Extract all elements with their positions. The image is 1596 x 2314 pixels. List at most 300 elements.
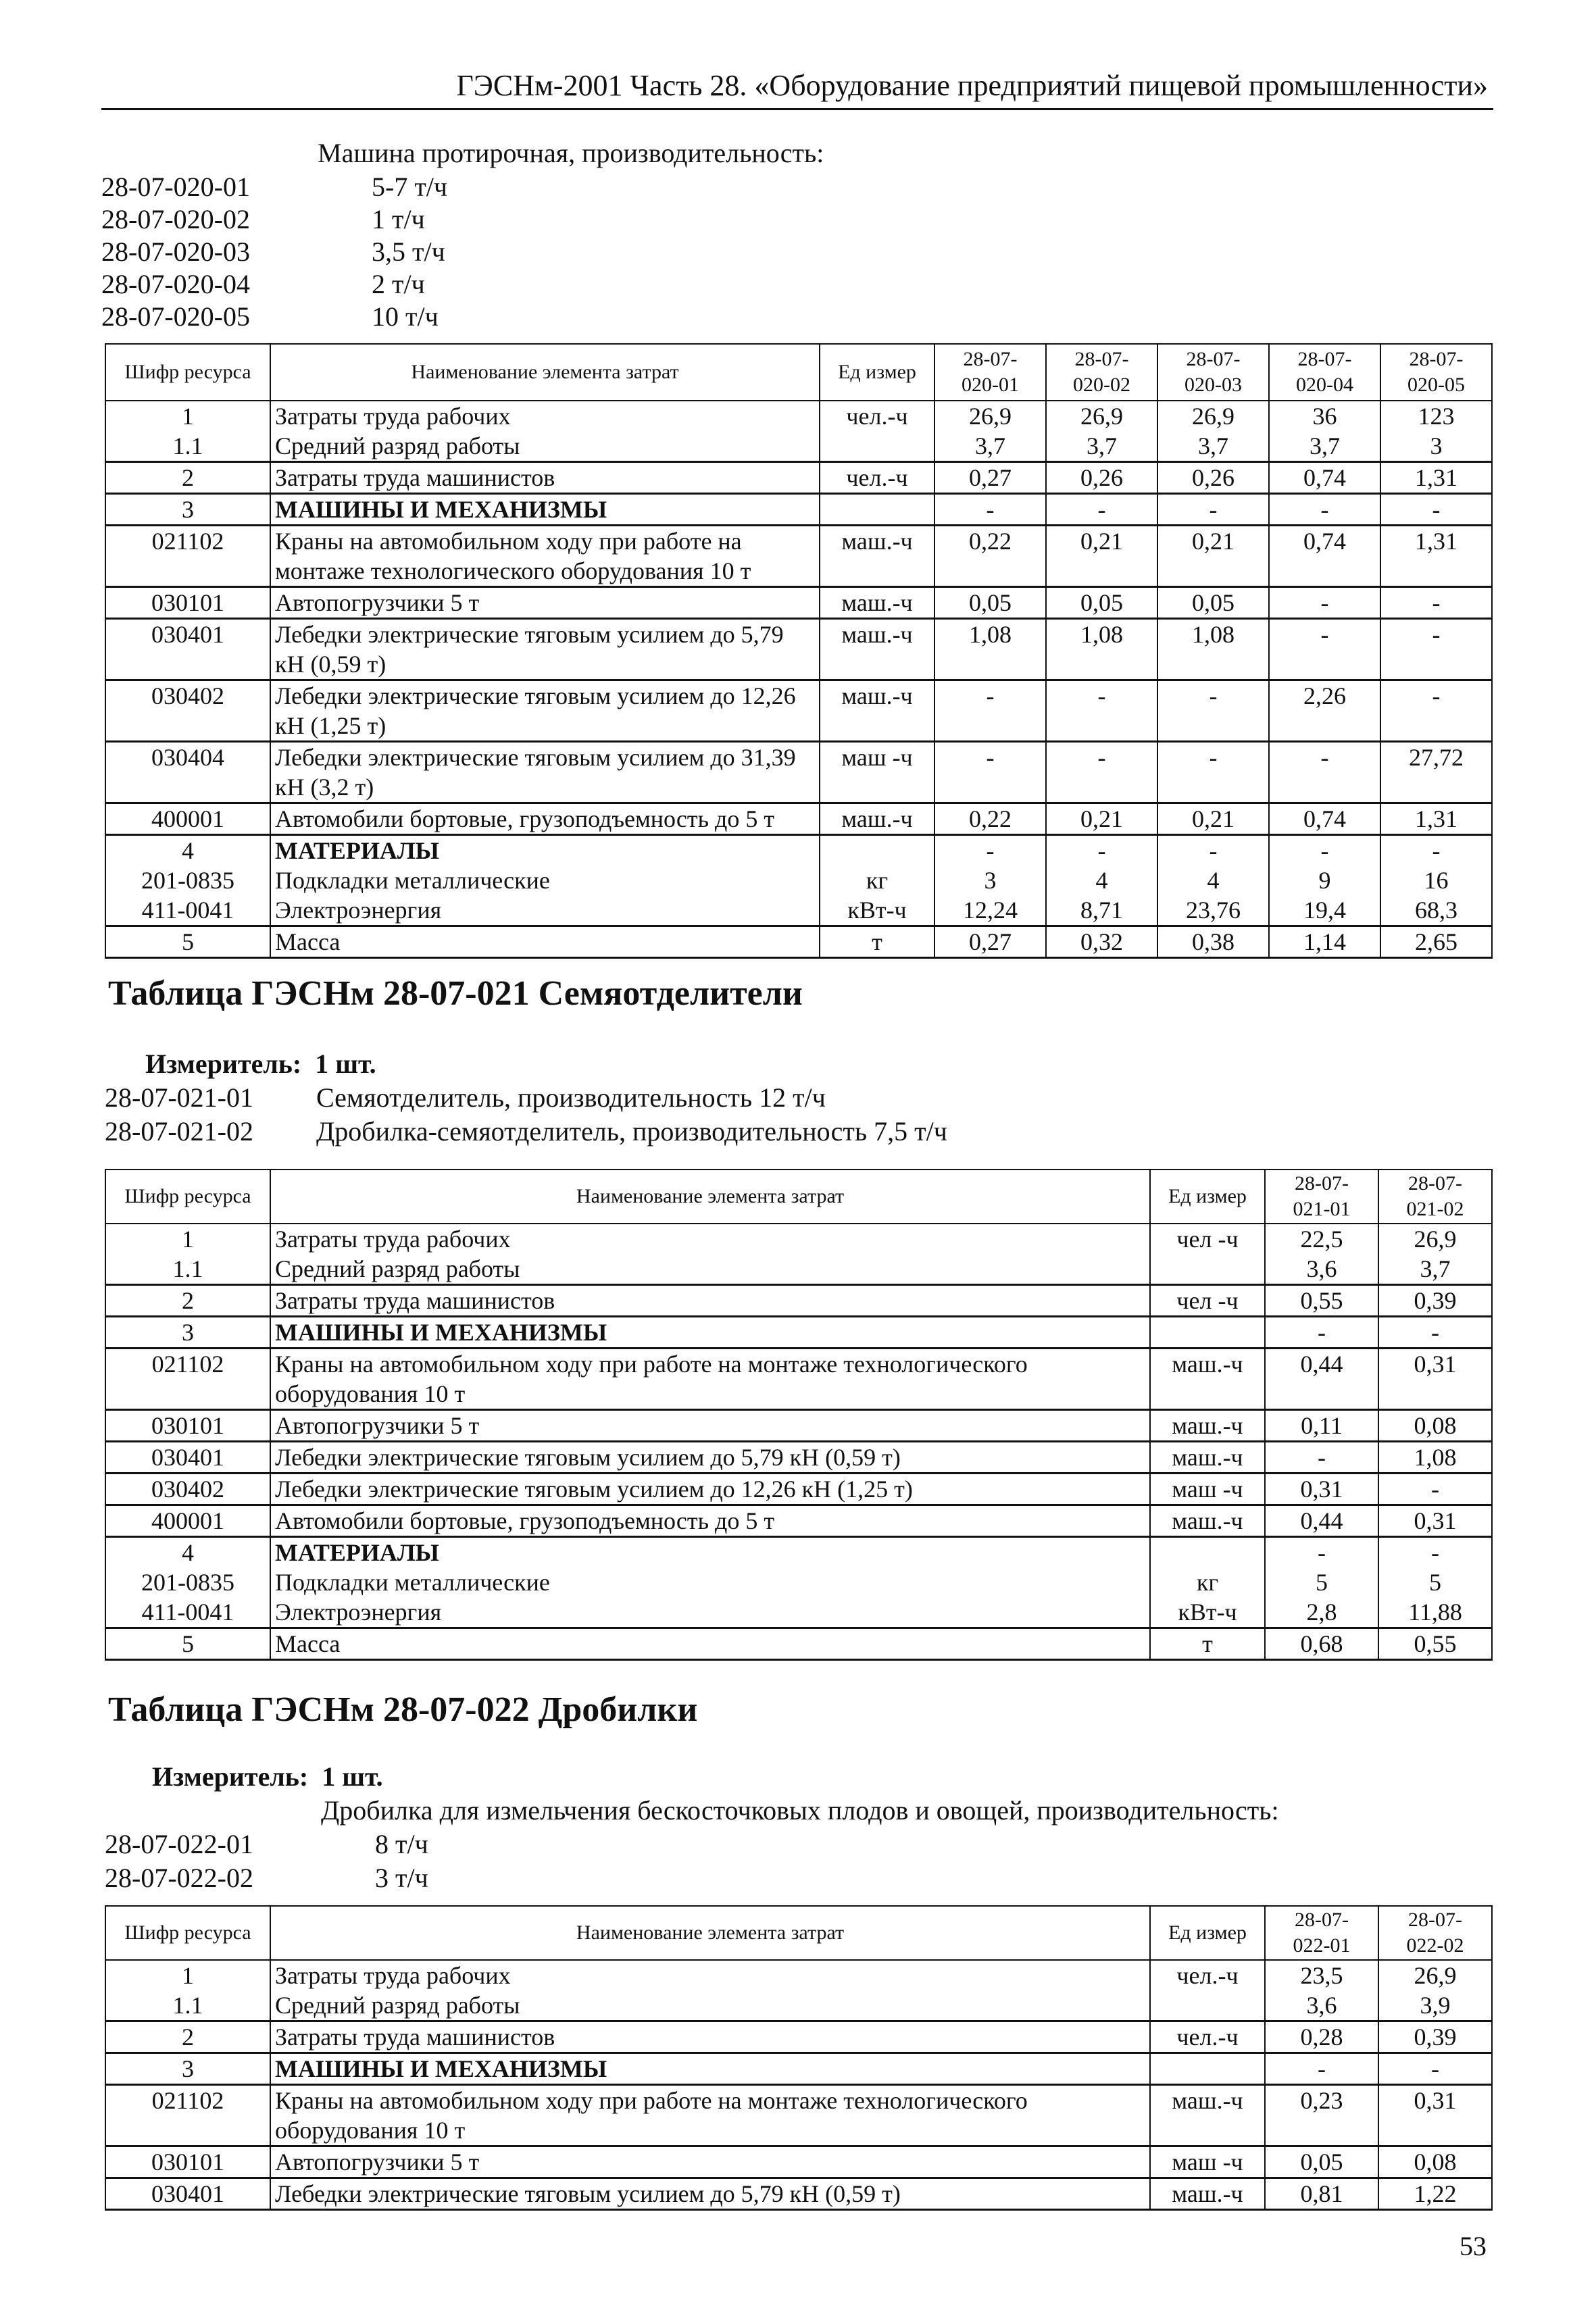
value-cell: -	[1380, 680, 1492, 742]
variant-text: Дробилка-семяотделитель, производительность 7,5 т/ч	[316, 1116, 947, 1147]
value-cell: 12,24	[934, 895, 1046, 926]
resource-code-cell: 030101	[105, 1410, 270, 1442]
value-cell: 0,21	[1157, 526, 1269, 587]
value-cell: 0,44	[1265, 1349, 1378, 1410]
cost-element-name-cell: Лебедки электрические тяговым усилием до 12,26 кН (1,25 т)	[270, 680, 820, 742]
value-cell: -	[1046, 742, 1157, 803]
cost-element-name-cell: Затраты труда рабочих	[270, 1960, 1150, 1990]
unit-cell: маш.-ч	[820, 619, 934, 680]
value-cell: 26,9	[1378, 1224, 1492, 1254]
resource-code-cell: 1	[105, 401, 270, 431]
unit-cell: маш.-ч	[1150, 1505, 1265, 1537]
value-cell: 22,5	[1265, 1224, 1378, 1254]
header-unit: Ед измер	[1150, 1906, 1265, 1960]
value-cell: 5	[1378, 1567, 1492, 1597]
variant-code: 28-07-022-01	[105, 1829, 253, 1859]
variant-text: 8 т/ч	[375, 1829, 428, 1859]
value-cell: 0,21	[1046, 526, 1157, 587]
table-row	[105, 1567, 1492, 1597]
value-cell: -	[934, 742, 1046, 803]
value-cell: 0,31	[1378, 2085, 1492, 2146]
resource-code-cell: 030404	[105, 742, 270, 803]
cost-element-name-cell: Средний разряд работы	[270, 1990, 1150, 2021]
value-cell: 2,8	[1265, 1597, 1378, 1628]
unit-cell	[1150, 1990, 1265, 2021]
unit-cell: т	[1150, 1628, 1265, 1660]
value-cell: 0,74	[1269, 803, 1380, 835]
table-row	[105, 1410, 1492, 1442]
value-cell: -	[934, 680, 1046, 742]
variant-code: 28-07-020-03	[101, 236, 250, 267]
cost-element-name-cell: МАТЕРИАЛЫ	[270, 1537, 1150, 1568]
resource-code-cell: 2	[105, 1285, 270, 1317]
table-row	[105, 587, 1492, 619]
table-body	[105, 1960, 1492, 2210]
value-cell: 0,39	[1378, 1285, 1492, 1317]
variant-text: 1 т/ч	[372, 204, 425, 234]
unit-cell: т	[820, 926, 934, 958]
unit-cell	[820, 835, 934, 866]
unit-cell: маш.-ч	[1150, 1442, 1265, 1474]
value-cell: 5	[1265, 1567, 1378, 1597]
variant-code: 28-07-021-01	[105, 1082, 253, 1113]
resource-code-cell: 1	[105, 1224, 270, 1254]
value-cell: -	[1157, 680, 1269, 742]
table-row	[105, 2053, 1492, 2085]
value-cell: 26,9	[1046, 401, 1157, 431]
value-cell: 26,9	[1157, 401, 1269, 431]
value-cell: 23,5	[1265, 1960, 1378, 1990]
value-cell: -	[1269, 835, 1380, 866]
unit-cell: чел -ч	[1150, 1285, 1265, 1317]
unit-cell: маш.-ч	[820, 587, 934, 619]
value-cell: 0,44	[1265, 1505, 1378, 1537]
value-cell: 0,55	[1265, 1285, 1378, 1317]
value-cell: 19,4	[1269, 895, 1380, 926]
cost-element-name-cell: Краны на автомобильном ходу при работе на монтаже технологического оборудования 10 т	[270, 526, 820, 587]
unit-cell: маш.-ч	[820, 680, 934, 742]
cost-element-name-cell: Автомобили бортовые, грузоподъемность до 5 т	[270, 803, 820, 835]
table-row	[105, 1442, 1492, 1474]
unit-cell	[1150, 2053, 1265, 2085]
value-cell: 0,31	[1265, 1474, 1378, 1505]
value-cell: 0,39	[1378, 2021, 1492, 2053]
value-cell: 0,68	[1265, 1628, 1378, 1660]
variant-code: 28-07-020-01	[101, 172, 250, 202]
unit-cell: маш -ч	[820, 742, 934, 803]
resource-code-cell: 1.1	[105, 1254, 270, 1285]
header-code: Шифр ресурса	[105, 1906, 270, 1960]
resource-code-cell: 030101	[105, 2146, 270, 2178]
cost-element-name-cell: Масса	[270, 1628, 1150, 1660]
value-cell: 3,7	[934, 431, 1046, 462]
value-cell: 26,9	[1378, 1960, 1492, 1990]
value-cell: 0,26	[1157, 462, 1269, 494]
table-row	[105, 803, 1492, 835]
unit-cell	[1150, 1254, 1265, 1285]
value-cell: 2,65	[1380, 926, 1492, 958]
header-name: Наименование элемента затрат	[270, 344, 820, 401]
variant-text: 3 т/ч	[375, 1863, 428, 1893]
unit-cell: кВт-ч	[820, 895, 934, 926]
header-col: 28-07- 021-02	[1378, 1169, 1492, 1224]
unit-cell: чел.-ч	[820, 401, 934, 431]
header-rule	[101, 108, 1493, 110]
header-col: 28-07- 022-02	[1378, 1906, 1492, 1960]
table-row	[105, 865, 1492, 895]
value-cell: 0,22	[934, 526, 1046, 587]
header-col: 28-07- 020-02	[1046, 344, 1157, 401]
header-code: Шифр ресурса	[105, 344, 270, 401]
cost-element-name-cell: Затраты труда рабочих	[270, 401, 820, 431]
value-cell: 3,9	[1378, 1990, 1492, 2021]
value-cell: 1,08	[934, 619, 1046, 680]
value-cell: 0,22	[934, 803, 1046, 835]
header-col: 28-07- 020-05	[1380, 344, 1492, 401]
resource-code-cell: 021102	[105, 1349, 270, 1410]
cost-element-name-cell: Средний разряд работы	[270, 431, 820, 462]
value-cell: 1,31	[1380, 526, 1492, 587]
value-cell: 3,7	[1157, 431, 1269, 462]
cost-element-name-cell: Масса	[270, 926, 820, 958]
table-row	[105, 2146, 1492, 2178]
table-row	[105, 1990, 1492, 2021]
meter-value: 1 шт.	[315, 1049, 376, 1079]
value-cell: 0,21	[1157, 803, 1269, 835]
meter-label: Измеритель:	[152, 1761, 309, 1792]
table-row	[105, 526, 1492, 587]
table-row	[105, 494, 1492, 526]
variant-text: Семяотделитель, производительность 12 т/ч	[316, 1082, 826, 1113]
value-cell: 0,74	[1269, 526, 1380, 587]
running-header: ГЭСНм-2001 Часть 28. «Оборудование предприятий пищевой промышленности»	[456, 69, 1488, 102]
variant-code: 28-07-020-04	[101, 269, 250, 299]
resource-code-cell: 030401	[105, 2178, 270, 2210]
value-cell: -	[1157, 494, 1269, 526]
resource-code-cell: 400001	[105, 1505, 270, 1537]
resource-code-cell: 411-0041	[105, 895, 270, 926]
value-cell: 0,55	[1378, 1628, 1492, 1660]
table-body	[105, 1224, 1492, 1660]
value-cell: 0,27	[934, 926, 1046, 958]
value-cell: 0,08	[1378, 1410, 1492, 1442]
header-code: Шифр ресурса	[105, 1169, 270, 1224]
table-row	[105, 401, 1492, 431]
value-cell: -	[1046, 835, 1157, 866]
value-cell: 1,14	[1269, 926, 1380, 958]
resource-code-cell: 1.1	[105, 431, 270, 462]
value-cell: -	[934, 494, 1046, 526]
table-row	[105, 1628, 1492, 1660]
header-col: 28-07- 020-04	[1269, 344, 1380, 401]
table-row	[105, 1224, 1492, 1254]
resource-code-cell: 201-0835	[105, 865, 270, 895]
value-cell: -	[1378, 1317, 1492, 1349]
cost-element-name-cell: Подкладки металлические	[270, 1567, 1150, 1597]
value-cell: 3	[1380, 431, 1492, 462]
value-cell: 0,28	[1265, 2021, 1378, 2053]
resource-code-cell: 3	[105, 494, 270, 526]
value-cell: 0,23	[1265, 2085, 1378, 2146]
resource-code-cell: 201-0835	[105, 1567, 270, 1597]
value-cell: 1,31	[1380, 803, 1492, 835]
resource-table-022	[105, 1905, 1493, 2211]
cost-element-name-cell: Подкладки металлические	[270, 865, 820, 895]
header-unit: Ед измер	[1150, 1169, 1265, 1224]
resource-code-cell: 030402	[105, 1474, 270, 1505]
variant-code: 28-07-020-02	[101, 204, 250, 234]
value-cell: 0,05	[1265, 2146, 1378, 2178]
resource-code-cell: 3	[105, 2053, 270, 2085]
variant-code: 28-07-020-05	[101, 301, 250, 332]
table-row	[105, 619, 1492, 680]
value-cell: 3,7	[1046, 431, 1157, 462]
value-cell: -	[1046, 494, 1157, 526]
value-cell: 4	[1046, 865, 1157, 895]
resource-code-cell: 2	[105, 2021, 270, 2053]
value-cell: -	[1378, 1537, 1492, 1568]
value-cell: 0,05	[1046, 587, 1157, 619]
table-row	[105, 1349, 1492, 1410]
resource-code-cell: 1	[105, 1960, 270, 1990]
value-cell: -	[1265, 1317, 1378, 1349]
cost-element-name-cell: Автопогрузчики 5 т	[270, 1410, 1150, 1442]
value-cell: 123	[1380, 401, 1492, 431]
variant-text: 10 т/ч	[372, 301, 439, 332]
unit-cell	[820, 431, 934, 462]
table-row	[105, 2178, 1492, 2210]
value-cell: 0,31	[1378, 1505, 1492, 1537]
value-cell: -	[934, 835, 1046, 866]
table-row	[105, 680, 1492, 742]
resource-table-020	[105, 343, 1493, 959]
value-cell: 27,72	[1380, 742, 1492, 803]
value-cell: 0,05	[1157, 587, 1269, 619]
cost-element-name-cell: Лебедки электрические тяговым усилием до 5,79 кН (0,59 т)	[270, 619, 820, 680]
page-number: 53	[1460, 2231, 1487, 2261]
table-body	[105, 401, 1492, 958]
resource-code-cell: 5	[105, 926, 270, 958]
unit-cell: маш.-ч	[1150, 2085, 1265, 2146]
value-cell: 0,05	[934, 587, 1046, 619]
unit-cell: чел.-ч	[1150, 1960, 1265, 1990]
value-cell: -	[1378, 1474, 1492, 1505]
header-name: Наименование элемента затрат	[270, 1906, 1150, 1960]
resource-code-cell: 021102	[105, 526, 270, 587]
resource-code-cell: 4	[105, 835, 270, 866]
value-cell: -	[1046, 680, 1157, 742]
value-cell: -	[1265, 1442, 1378, 1474]
cost-element-name-cell: Затраты труда рабочих	[270, 1224, 1150, 1254]
value-cell: 9	[1269, 865, 1380, 895]
table-row	[105, 462, 1492, 494]
variant-code: 28-07-022-02	[105, 1863, 253, 1893]
unit-cell	[1150, 1317, 1265, 1349]
cost-element-name-cell: МАШИНЫ И МЕХАНИЗМЫ	[270, 494, 820, 526]
value-cell: 1,08	[1046, 619, 1157, 680]
resource-code-cell: 2	[105, 462, 270, 494]
table-title-022: Таблица ГЭСНм 28-07-022 Дробилки	[108, 1690, 698, 1729]
table-row	[105, 926, 1492, 958]
cost-element-name-cell: Краны на автомобильном ходу при работе на монтаже технологического оборудования 10 т	[270, 2085, 1150, 2146]
value-cell: 1,22	[1378, 2178, 1492, 2210]
unit-cell: маш.-ч	[1150, 1410, 1265, 1442]
value-cell: 23,76	[1157, 895, 1269, 926]
header-col: 28-07- 020-01	[934, 344, 1046, 401]
unit-cell: маш -ч	[1150, 2146, 1265, 2178]
value-cell: 3,7	[1378, 1254, 1492, 1285]
resource-code-cell: 3	[105, 1317, 270, 1349]
value-cell: 1,08	[1157, 619, 1269, 680]
resource-code-cell: 5	[105, 1628, 270, 1660]
table-row	[105, 1597, 1492, 1628]
variant-text: 5-7 т/ч	[372, 172, 448, 202]
resource-code-cell: 021102	[105, 2085, 270, 2146]
cost-element-name-cell: Затраты труда машинистов	[270, 462, 820, 494]
meter-021	[145, 1047, 376, 1081]
table-row	[105, 2085, 1492, 2146]
table-row	[105, 1505, 1492, 1537]
value-cell: 3,6	[1265, 1990, 1378, 2021]
value-cell: 0,21	[1046, 803, 1157, 835]
cost-element-name-cell: Автомобили бортовые, грузоподъемность до 5 т	[270, 1505, 1150, 1537]
value-cell: -	[1265, 1537, 1378, 1568]
table-row	[105, 1537, 1492, 1568]
unit-cell	[820, 494, 934, 526]
value-cell: 2,26	[1269, 680, 1380, 742]
variant-text: 2 т/ч	[372, 269, 425, 299]
table-row	[105, 835, 1492, 866]
value-cell: 0,27	[934, 462, 1046, 494]
cost-element-name-cell: Автопогрузчики 5 т	[270, 2146, 1150, 2178]
resource-code-cell: 030401	[105, 619, 270, 680]
unit-cell: маш.-ч	[1150, 2178, 1265, 2210]
value-cell: 11,88	[1378, 1597, 1492, 1628]
unit-cell: кВт-ч	[1150, 1597, 1265, 1628]
table-row	[105, 1474, 1492, 1505]
resource-code-cell: 030402	[105, 680, 270, 742]
value-cell: 0,32	[1046, 926, 1157, 958]
value-cell: 0,31	[1378, 1349, 1492, 1410]
table-title-021: Таблица ГЭСНм 28-07-021 Семяотделители	[108, 974, 803, 1013]
unit-cell: маш -ч	[1150, 1474, 1265, 1505]
cost-element-name-cell: Краны на автомобильном ходу при работе на монтаже технологического оборудования 10 т	[270, 1349, 1150, 1410]
cost-element-name-cell: Лебедки электрические тяговым усилием до 31,39 кН (3,2 т)	[270, 742, 820, 803]
value-cell: -	[1380, 494, 1492, 526]
cost-element-name-cell: Электроэнергия	[270, 1597, 1150, 1628]
value-cell: -	[1157, 835, 1269, 866]
header-col: 28-07- 020-03	[1157, 344, 1269, 401]
value-cell: -	[1378, 2053, 1492, 2085]
variant-text: 3,5 т/ч	[372, 236, 445, 267]
value-cell: 26,9	[934, 401, 1046, 431]
unit-cell: чел.-ч	[820, 462, 934, 494]
table-row	[105, 1285, 1492, 1317]
variant-code: 28-07-021-02	[105, 1116, 253, 1147]
cost-element-name-cell: Лебедки электрические тяговым усилием до 5,79 кН (0,59 т)	[270, 1442, 1150, 1474]
header-col: 28-07- 021-01	[1265, 1169, 1378, 1224]
resource-code-cell: 400001	[105, 803, 270, 835]
value-cell: 0,08	[1378, 2146, 1492, 2178]
value-cell: 4	[1157, 865, 1269, 895]
value-cell: -	[1269, 587, 1380, 619]
resource-code-cell: 030401	[105, 1442, 270, 1474]
value-cell: 3	[934, 865, 1046, 895]
table-row	[105, 1254, 1492, 1285]
value-cell: -	[1269, 742, 1380, 803]
value-cell: 0,81	[1265, 2178, 1378, 2210]
value-cell: 0,11	[1265, 1410, 1378, 1442]
unit-cell: маш.-ч	[820, 526, 934, 587]
value-cell: -	[1380, 835, 1492, 866]
intro-022: Дробилка для измельчения бескосточковых плодов и овощей, производительность:	[321, 1795, 1279, 1826]
value-cell: -	[1380, 619, 1492, 680]
meter-022	[152, 1760, 383, 1794]
value-cell: -	[1269, 619, 1380, 680]
header-name: Наименование элемента затрат	[270, 1169, 1150, 1224]
header-col: 28-07- 022-01	[1265, 1906, 1378, 1960]
value-cell: 3,7	[1269, 431, 1380, 462]
resource-table-021	[105, 1169, 1493, 1661]
value-cell: 36	[1269, 401, 1380, 431]
table-row	[105, 895, 1492, 926]
unit-cell	[1150, 1537, 1265, 1568]
unit-cell: чел -ч	[1150, 1224, 1265, 1254]
table-row	[105, 1960, 1492, 1990]
cost-element-name-cell: МАТЕРИАЛЫ	[270, 835, 820, 866]
cost-element-name-cell: Лебедки электрические тяговым усилием до 12,26 кН (1,25 т)	[270, 1474, 1150, 1505]
unit-cell: кг	[820, 865, 934, 895]
value-cell: 0,74	[1269, 462, 1380, 494]
resource-code-cell: 411-0041	[105, 1597, 270, 1628]
cost-element-name-cell: Электроэнергия	[270, 895, 820, 926]
table-row	[105, 2021, 1492, 2053]
value-cell: 0,38	[1157, 926, 1269, 958]
cost-element-name-cell: Затраты труда машинистов	[270, 2021, 1150, 2053]
value-cell: 3,6	[1265, 1254, 1378, 1285]
value-cell: 1,31	[1380, 462, 1492, 494]
table-row	[105, 1317, 1492, 1349]
header-unit: Ед измер	[820, 344, 934, 401]
value-cell: 0,26	[1046, 462, 1157, 494]
unit-cell: маш.-ч	[1150, 1349, 1265, 1410]
value-cell: -	[1265, 2053, 1378, 2085]
intro-020: Машина протирочная, производительность:	[318, 138, 824, 168]
value-cell: 68,3	[1380, 895, 1492, 926]
value-cell: 16	[1380, 865, 1492, 895]
meter-label: Измеритель:	[145, 1049, 302, 1079]
value-cell: -	[1380, 587, 1492, 619]
table-row	[105, 431, 1492, 462]
value-cell: -	[1269, 494, 1380, 526]
value-cell: 8,71	[1046, 895, 1157, 926]
cost-element-name-cell: Лебедки электрические тяговым усилием до 5,79 кН (0,59 т)	[270, 2178, 1150, 2210]
meter-value: 1 шт.	[322, 1761, 383, 1792]
cost-element-name-cell: МАШИНЫ И МЕХАНИЗМЫ	[270, 2053, 1150, 2085]
resource-code-cell: 030101	[105, 587, 270, 619]
unit-cell: чел.-ч	[1150, 2021, 1265, 2053]
unit-cell: маш.-ч	[820, 803, 934, 835]
resource-code-cell: 1.1	[105, 1990, 270, 2021]
value-cell: 1,08	[1378, 1442, 1492, 1474]
resource-code-cell: 4	[105, 1537, 270, 1568]
cost-element-name-cell: Автопогрузчики 5 т	[270, 587, 820, 619]
cost-element-name-cell: МАШИНЫ И МЕХАНИЗМЫ	[270, 1317, 1150, 1349]
cost-element-name-cell: Затраты труда машинистов	[270, 1285, 1150, 1317]
unit-cell: кг	[1150, 1567, 1265, 1597]
value-cell: -	[1157, 742, 1269, 803]
cost-element-name-cell: Средний разряд работы	[270, 1254, 1150, 1285]
